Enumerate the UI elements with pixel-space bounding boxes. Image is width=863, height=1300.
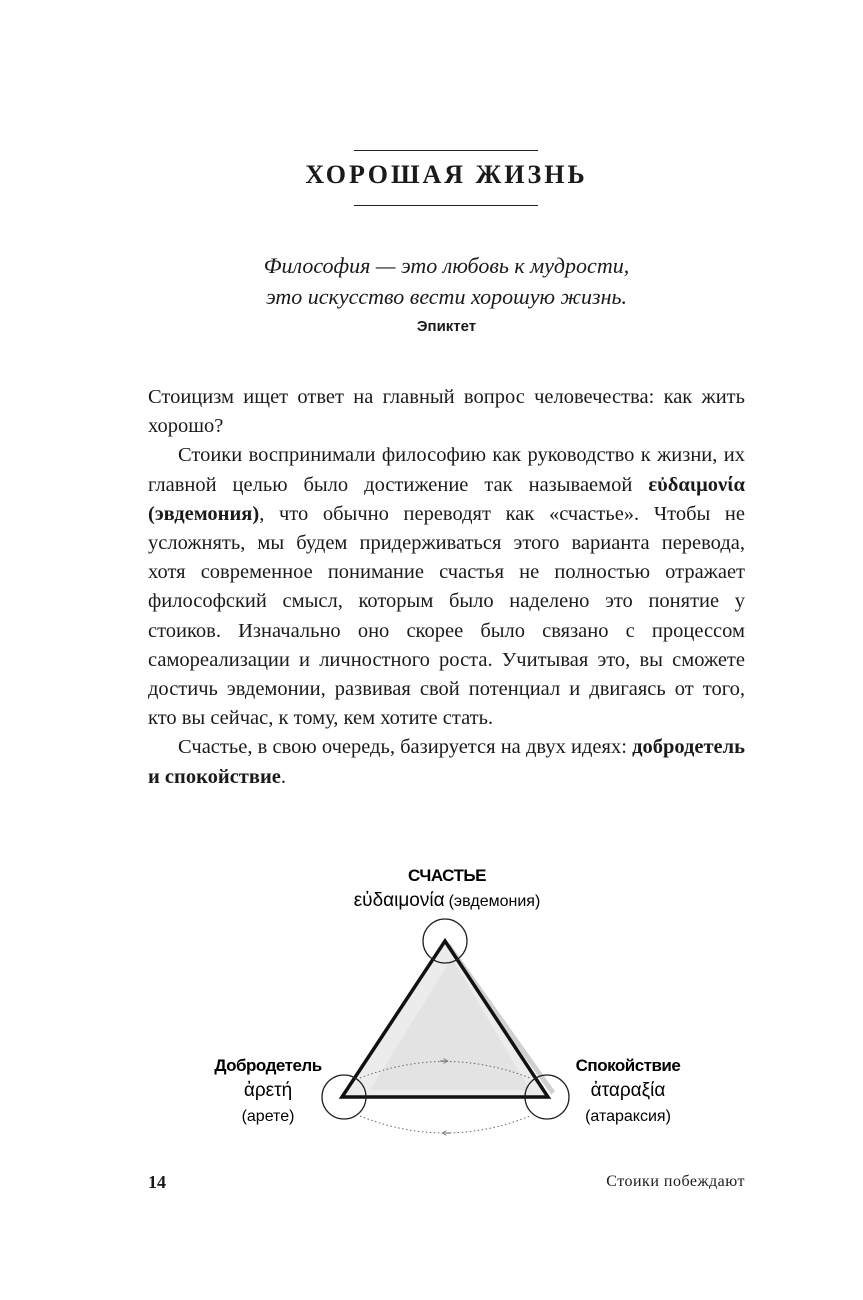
node-right-translit: (атараксия) [585,1108,671,1125]
chapter-title: ХОРОШАЯ ЖИЗНЬ [305,160,588,189]
paragraph-2-end: , что обычно переводят как «счастье». Чтобы не усложнять, мы будем придерживаться этого варианта перевода, хотя современное понимание счастья не полностью отражает философский смысл, которым было наделено это понятие у стоиков. Изначально оно скорее было связано с процессом самореализации и личностного роста. Учитывая это, вы сможете достичь эвдемонии, развивая свой потенциал и двигаясь от того, кто вы сейчас, к тому, кем хотите стать. [148,502,745,730]
paragraph-3-end: . [280,765,286,788]
node-left-translit: (арете) [241,1108,295,1125]
running-footer-book-title: Стоики побеждают [606,1173,745,1190]
virtue-tranquility-term: добродетель и спокойствие [148,736,745,788]
node-top-translit: (эвдемония) [448,893,541,910]
node-left-title: Добродетель [214,1056,322,1075]
paragraph-1: Стоицизм ищет ответ на главный вопрос человечества: как жить хорошо? [148,386,745,438]
epigraph-line-1: Философия — это любовь к мудрости, [263,253,630,278]
epigraph-author: Эпиктет [416,318,477,335]
cycle-arc-lower [360,1116,530,1133]
eudaimonia-term: εὐδαιμονία (эвдемония) [148,473,745,525]
node-top-greek: εὐδαιμονία [353,890,445,911]
node-right-title: Спокойствие [575,1056,681,1075]
node-top-subtitle [354,890,541,911]
page-number: 14 [148,1172,166,1192]
epigraph-line-2: это искусство вести хорошую жизнь. [265,284,628,309]
node-top-title: СЧАСТЬЕ [408,866,486,885]
node-right-greek: ἀταραξία [590,1080,666,1101]
paragraph-2-start: Стоики воспринимали философию как руководство к жизни, их главной целью было достижение так называемой [148,444,745,496]
node-left-greek: ἀρετή [243,1080,293,1101]
paragraph-3-start: Счастье, в свою очередь, базируется на двух идеях: [178,736,633,759]
